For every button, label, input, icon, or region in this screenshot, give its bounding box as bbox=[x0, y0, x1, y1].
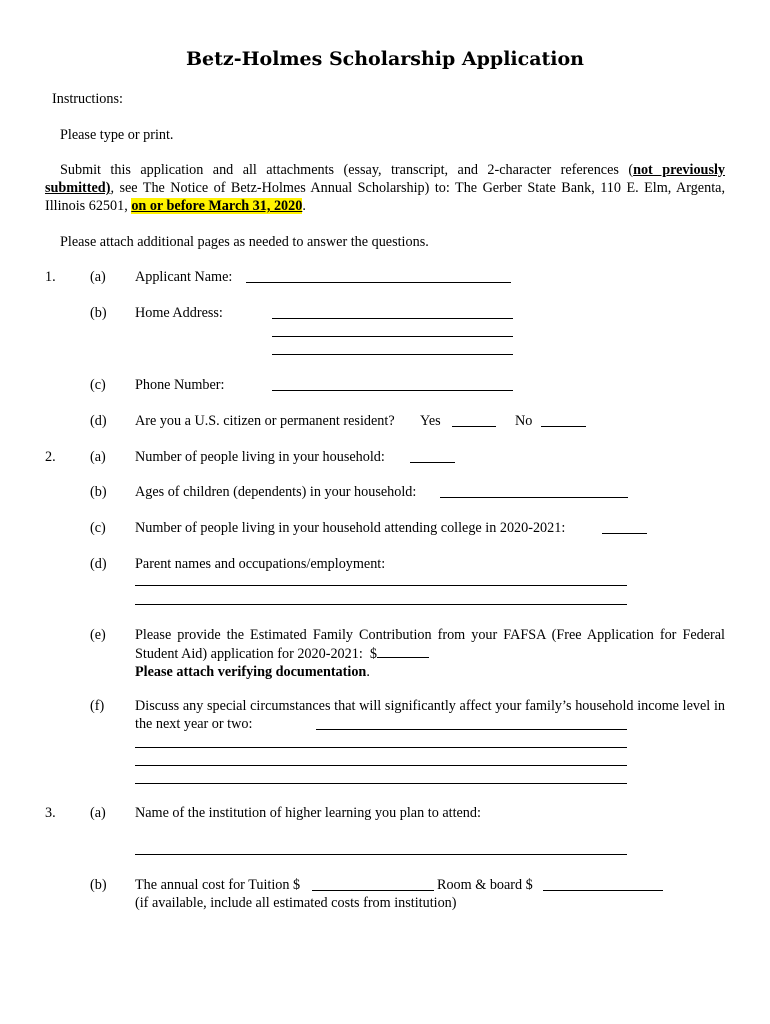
q2f-letter: (f) bbox=[90, 698, 105, 714]
household-size-field[interactable] bbox=[410, 462, 455, 463]
instructions-heading: Instructions: bbox=[52, 91, 123, 107]
submit-end: . bbox=[302, 198, 306, 214]
household-size-label: Number of people living in your household: bbox=[135, 449, 385, 465]
q2a-letter: (a) bbox=[90, 449, 106, 465]
verify-documentation-note: Please attach verifying documentation bbox=[135, 664, 367, 680]
citizenship-no-label: No bbox=[515, 413, 533, 429]
attach-pages-note: Please attach additional pages as needed to answer the questions. bbox=[60, 234, 429, 250]
college-attendees-label: Number of people living in your household attending college in 2020-2021: bbox=[135, 520, 566, 536]
cost-estimate-note: (if available, include all estimated costs from institution) bbox=[135, 895, 457, 911]
section-3-number: 3. bbox=[45, 805, 56, 821]
efc-question bbox=[135, 626, 725, 681]
type-or-print-note: Please type or print. bbox=[60, 127, 174, 143]
q3a-letter: (a) bbox=[90, 805, 106, 821]
parent-occupations-label: Parent names and occupations/employment: bbox=[135, 556, 386, 572]
home-address-label: Home Address: bbox=[135, 305, 223, 321]
phone-number-field[interactable] bbox=[272, 390, 513, 391]
deadline-highlight: on or before March 31, 2020 bbox=[131, 198, 303, 214]
q2d-letter: (d) bbox=[90, 556, 107, 572]
room-board-label: Room & board $ bbox=[437, 877, 533, 893]
tuition-label: The annual cost for Tuition $ bbox=[135, 877, 301, 893]
section-1-number: 1. bbox=[45, 269, 56, 285]
efc-question-text: Please provide the Estimated Family Contribution from your FAFSA (Free Application for Federal Student Aid) application for 2020-2021: bbox=[135, 627, 725, 662]
q2c-letter: (c) bbox=[90, 520, 106, 536]
q3b-letter: (b) bbox=[90, 877, 107, 893]
parent-occupations-field-2[interactable] bbox=[135, 604, 627, 605]
citizenship-yes-label: Yes bbox=[420, 413, 441, 429]
citizenship-no-field[interactable] bbox=[541, 426, 586, 427]
q1d-letter: (d) bbox=[90, 413, 107, 429]
submit-text-1: Submit this application and all attachments (essay, transcript, and 2-character references ( bbox=[60, 162, 634, 178]
submit-text-2: , see The Notice of Betz-Holmes Annual Scholarship) to: The Gerber State Bank, 110 E. Elm, Argenta, Illinois 62501, bbox=[45, 180, 725, 214]
page-title: Betz-Holmes Scholarship Application bbox=[186, 48, 584, 70]
q1c-letter: (c) bbox=[90, 377, 106, 393]
applicant-name-label: Applicant Name: bbox=[135, 269, 233, 285]
phone-number-label: Phone Number: bbox=[135, 377, 225, 393]
special-circumstances-field-2[interactable] bbox=[135, 747, 627, 748]
children-ages-label: Ages of children (dependents) in your household: bbox=[135, 484, 417, 500]
section-2-number: 2. bbox=[45, 449, 56, 465]
special-circumstances-field-4[interactable] bbox=[135, 783, 627, 784]
citizenship-yes-field[interactable] bbox=[452, 426, 496, 427]
efc-amount-field[interactable] bbox=[377, 644, 429, 658]
applicant-name-field[interactable] bbox=[246, 282, 511, 283]
tuition-amount-field[interactable] bbox=[312, 890, 434, 891]
room-board-amount-field[interactable] bbox=[543, 890, 663, 891]
special-circumstances-field-1[interactable] bbox=[316, 729, 627, 730]
not-previously-submitted: not previously submitted) bbox=[45, 162, 725, 196]
special-circumstances-text: Discuss any special circumstances that will significantly affect your family’s household income level in the next year or two: bbox=[135, 698, 725, 732]
home-address-field-2[interactable] bbox=[272, 336, 513, 337]
children-ages-field[interactable] bbox=[440, 497, 628, 498]
special-circumstances-question bbox=[135, 697, 725, 733]
q1b-letter: (b) bbox=[90, 305, 107, 321]
q1a-letter: (a) bbox=[90, 269, 106, 285]
citizenship-question: Are you a U.S. citizen or permanent resident? bbox=[135, 413, 395, 429]
q2b-letter: (b) bbox=[90, 484, 107, 500]
verify-documentation-end: . bbox=[366, 664, 370, 680]
parent-occupations-field-1[interactable] bbox=[135, 585, 627, 586]
institution-label: Name of the institution of higher learning you plan to attend: bbox=[135, 805, 481, 821]
q2e-letter: (e) bbox=[90, 627, 106, 643]
home-address-field-3[interactable] bbox=[272, 354, 513, 355]
home-address-field-1[interactable] bbox=[272, 318, 513, 319]
college-attendees-field[interactable] bbox=[602, 533, 647, 534]
submission-paragraph bbox=[45, 161, 725, 215]
efc-currency: $ bbox=[369, 646, 377, 662]
special-circumstances-field-3[interactable] bbox=[135, 765, 627, 766]
institution-field[interactable] bbox=[135, 854, 627, 855]
